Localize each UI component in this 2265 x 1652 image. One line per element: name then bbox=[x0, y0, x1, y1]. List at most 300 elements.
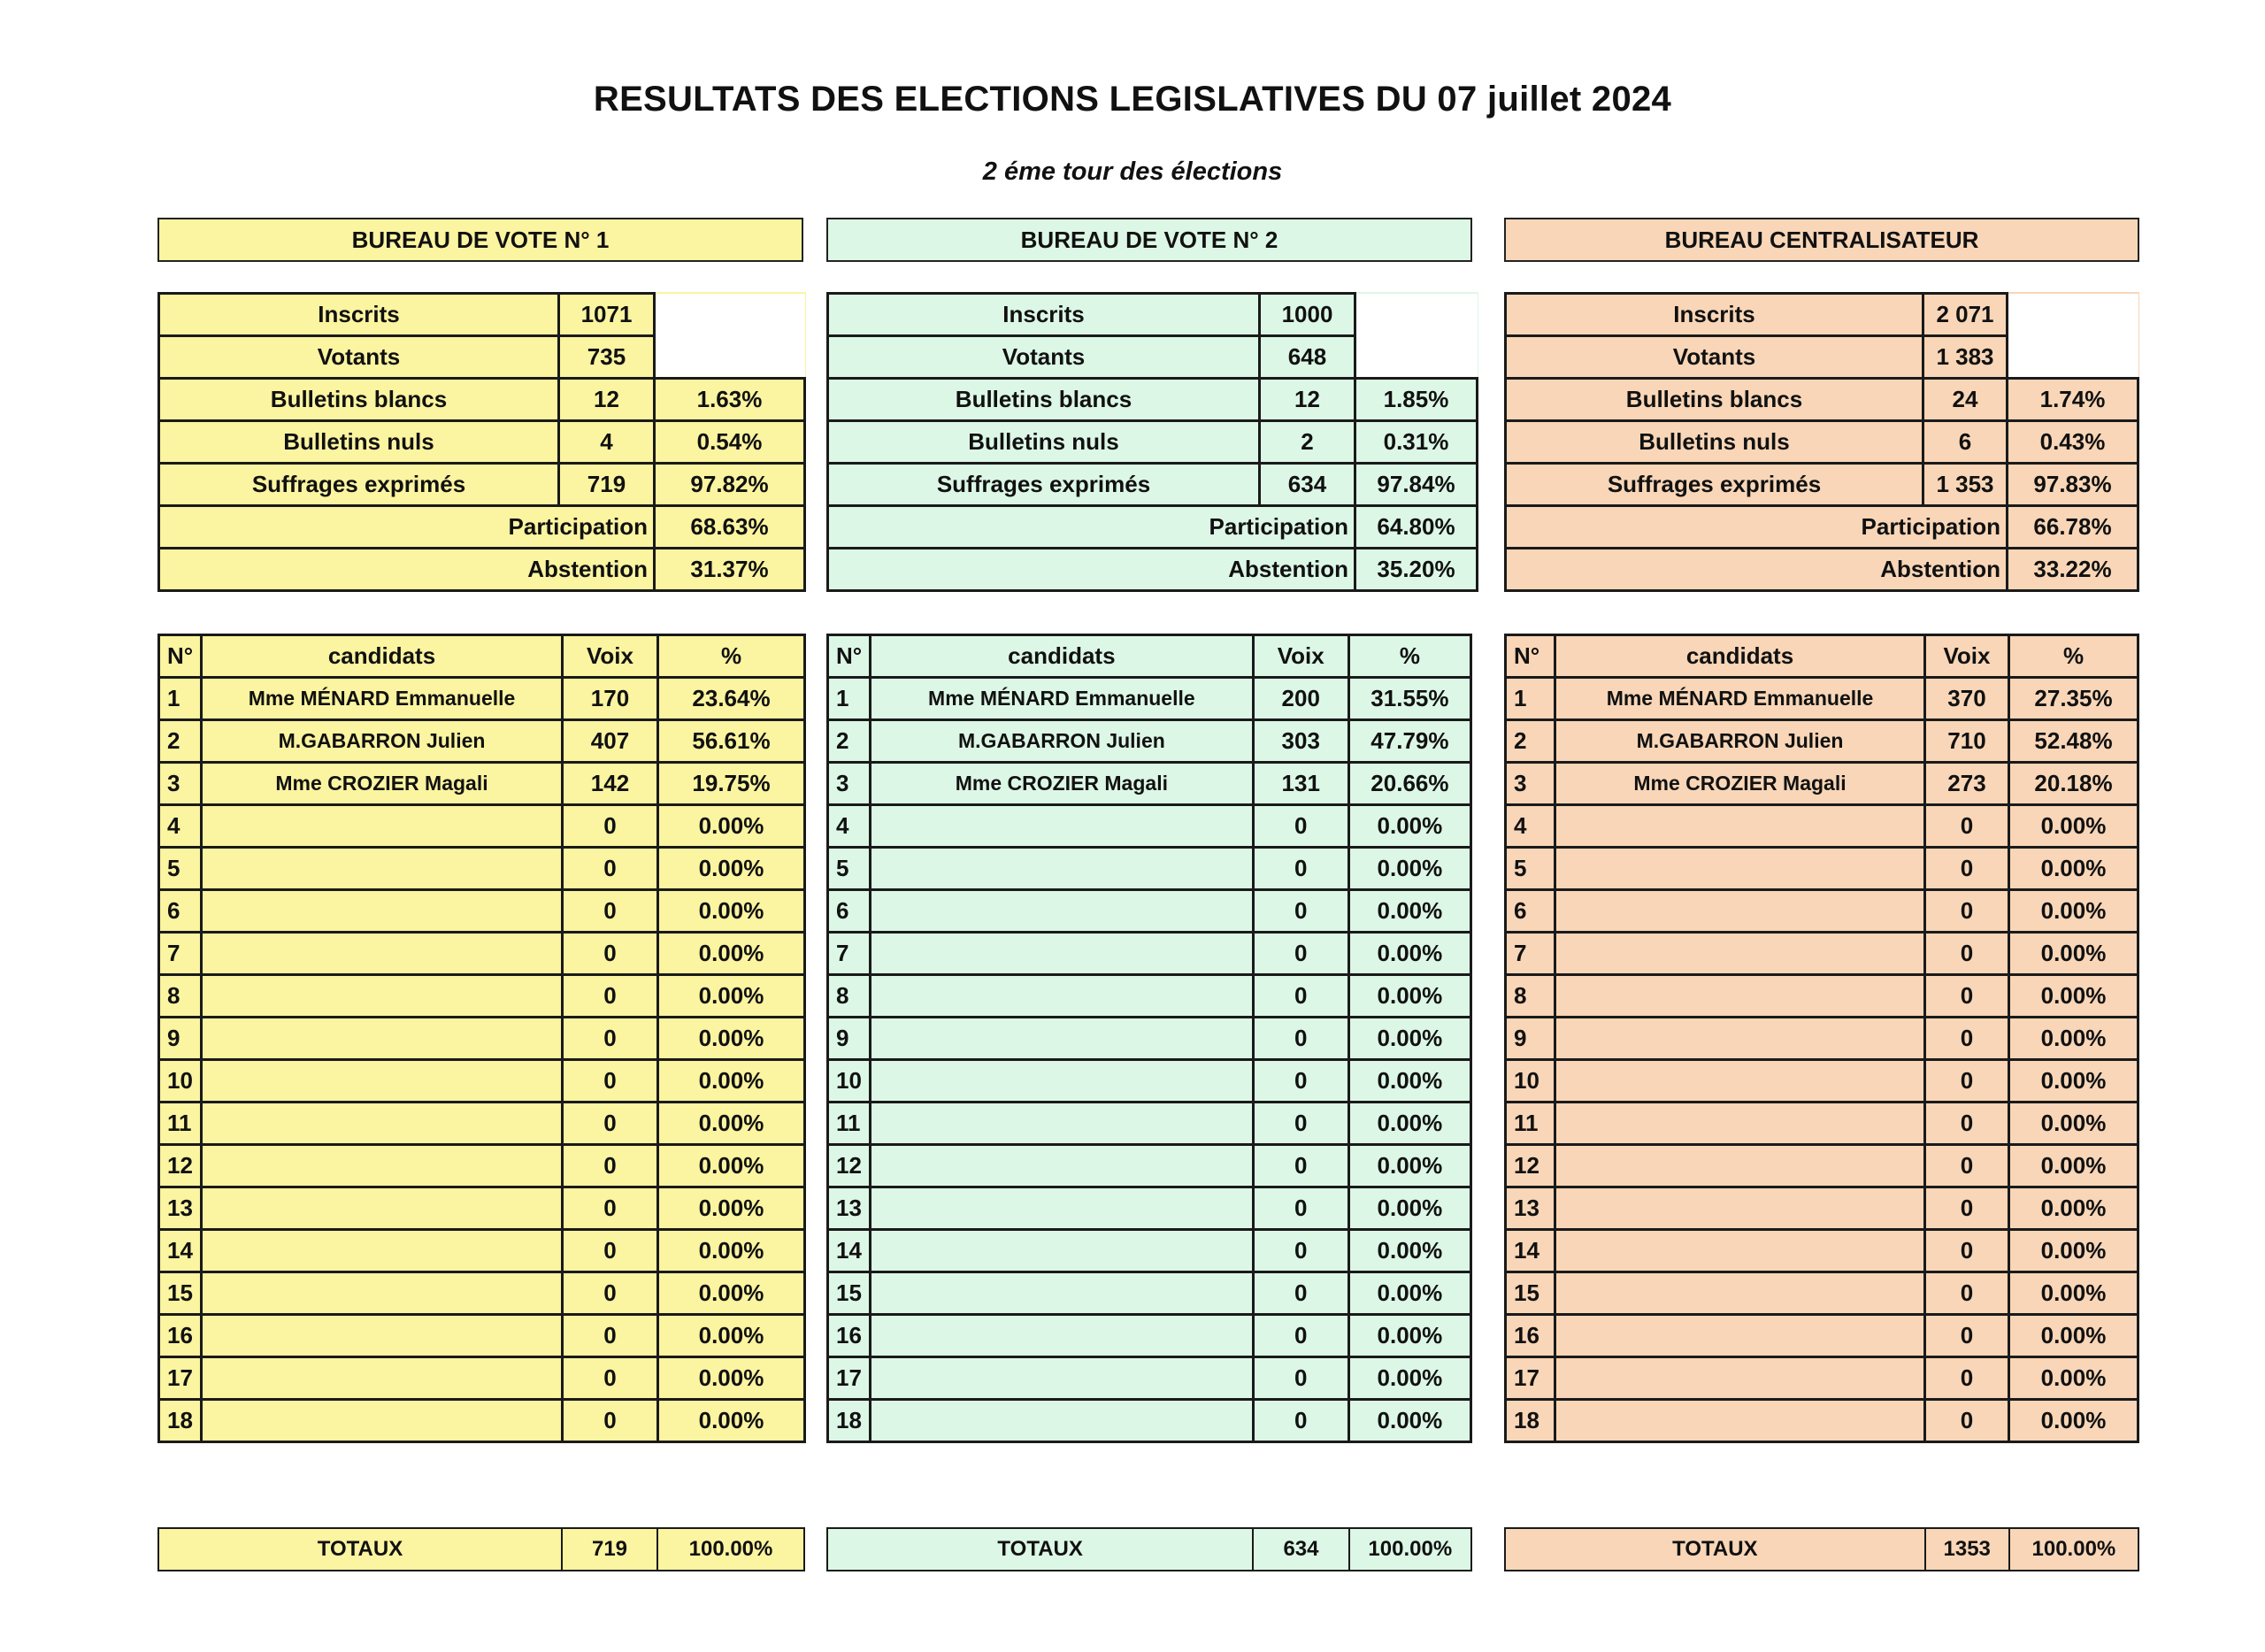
candidate-name bbox=[1555, 1400, 1925, 1442]
candidate-percent: 0.00% bbox=[2009, 890, 2138, 933]
candidate-name: Mme CROZIER Magali bbox=[1555, 763, 1925, 805]
empty-cell bbox=[2008, 294, 2138, 336]
candidate-name: Mme CROZIER Magali bbox=[871, 763, 1254, 805]
abstention-value: 33.22% bbox=[2008, 549, 2138, 591]
row-number: 18 bbox=[159, 1400, 202, 1442]
candidate-percent: 0.00% bbox=[658, 848, 805, 890]
col-header-num: N° bbox=[828, 635, 871, 678]
candidate-name bbox=[202, 933, 563, 975]
candidate-votes: 0 bbox=[563, 1230, 658, 1272]
candidate-percent: 0.00% bbox=[2009, 1272, 2138, 1315]
candidate-votes: 0 bbox=[563, 890, 658, 933]
stat-value: 1071 bbox=[559, 294, 655, 336]
table-row bbox=[1506, 1018, 2138, 1060]
candidate-percent: 47.79% bbox=[1348, 720, 1470, 763]
candidate-percent: 0.00% bbox=[658, 1315, 805, 1357]
table-row bbox=[828, 1315, 1471, 1357]
candidate-percent: 0.00% bbox=[2009, 1230, 2138, 1272]
table-row bbox=[159, 890, 805, 933]
row-number: 12 bbox=[159, 1145, 202, 1187]
candidate-percent: 19.75% bbox=[658, 763, 805, 805]
row-number: 18 bbox=[828, 1400, 871, 1442]
abstention-value: 31.37% bbox=[655, 549, 805, 591]
row-number: 2 bbox=[159, 720, 202, 763]
candidate-percent: 0.00% bbox=[1348, 1018, 1470, 1060]
candidate-votes: 303 bbox=[1253, 720, 1348, 763]
candidate-percent: 0.00% bbox=[1348, 933, 1470, 975]
candidate-votes: 710 bbox=[1925, 720, 2009, 763]
stat-value: 735 bbox=[559, 336, 655, 379]
table-row bbox=[159, 975, 805, 1018]
row-number: 18 bbox=[1506, 1400, 1555, 1442]
candidate-votes: 0 bbox=[1925, 1315, 2009, 1357]
participation-value: 64.80% bbox=[1355, 506, 1478, 549]
stats-table bbox=[1504, 292, 2139, 592]
stat-label: Votants bbox=[828, 336, 1260, 379]
participation-label: Participation bbox=[828, 506, 1355, 549]
table-row bbox=[159, 763, 805, 805]
candidate-percent: 0.00% bbox=[1348, 1357, 1470, 1400]
col-header-voix: Voix bbox=[1925, 635, 2009, 678]
empty-cell bbox=[1355, 294, 1478, 336]
candidate-votes: 0 bbox=[563, 1060, 658, 1103]
table-row bbox=[159, 933, 805, 975]
stats-table bbox=[826, 292, 1478, 592]
row-number: 14 bbox=[1506, 1230, 1555, 1272]
stats-row bbox=[159, 379, 805, 421]
stats-row bbox=[828, 379, 1478, 421]
candidate-votes: 142 bbox=[563, 763, 658, 805]
participation-label: Participation bbox=[1506, 506, 2008, 549]
table-row bbox=[828, 805, 1471, 848]
row-number: 3 bbox=[1506, 763, 1555, 805]
totals-table bbox=[826, 1527, 1472, 1571]
candidate-votes: 0 bbox=[563, 1357, 658, 1400]
candidate-name bbox=[871, 1103, 1254, 1145]
table-row bbox=[159, 1060, 805, 1103]
table-row bbox=[1506, 805, 2138, 848]
stat-value: 2 bbox=[1260, 421, 1355, 464]
candidate-votes: 0 bbox=[563, 1145, 658, 1187]
col-header-candidats: candidats bbox=[202, 635, 563, 678]
candidate-percent: 0.00% bbox=[1348, 1230, 1470, 1272]
empty-cell bbox=[655, 336, 805, 379]
row-number: 8 bbox=[1506, 975, 1555, 1018]
row-number: 3 bbox=[159, 763, 202, 805]
candidate-percent: 0.00% bbox=[1348, 1400, 1470, 1442]
candidate-votes: 0 bbox=[563, 975, 658, 1018]
candidate-name bbox=[202, 1357, 563, 1400]
totals-table bbox=[157, 1527, 805, 1571]
candidate-name: M.GABARRON Julien bbox=[871, 720, 1254, 763]
stats-row bbox=[159, 549, 805, 591]
stat-label: Bulletins blancs bbox=[828, 379, 1260, 421]
candidate-name: Mme MÉNARD Emmanuelle bbox=[202, 678, 563, 720]
table-row bbox=[159, 1187, 805, 1230]
candidate-name bbox=[202, 1272, 563, 1315]
table-header-row bbox=[828, 635, 1471, 678]
row-number: 5 bbox=[828, 848, 871, 890]
stats-row bbox=[1506, 421, 2138, 464]
candidate-percent: 0.00% bbox=[658, 1357, 805, 1400]
candidate-percent: 0.00% bbox=[658, 975, 805, 1018]
candidate-votes: 0 bbox=[563, 1187, 658, 1230]
row-number: 2 bbox=[1506, 720, 1555, 763]
stat-label: Bulletins blancs bbox=[1506, 379, 1923, 421]
totals-row bbox=[158, 1528, 804, 1571]
candidate-percent: 0.00% bbox=[658, 1103, 805, 1145]
table-row bbox=[828, 933, 1471, 975]
col-header-voix: Voix bbox=[563, 635, 658, 678]
row-number: 11 bbox=[828, 1103, 871, 1145]
candidate-name bbox=[871, 805, 1254, 848]
candidate-name bbox=[871, 1400, 1254, 1442]
stat-value: 634 bbox=[1260, 464, 1355, 506]
candidate-votes: 0 bbox=[1253, 1103, 1348, 1145]
stat-value: 12 bbox=[559, 379, 655, 421]
candidate-name: Mme CROZIER Magali bbox=[202, 763, 563, 805]
row-number: 13 bbox=[1506, 1187, 1555, 1230]
table-row bbox=[1506, 678, 2138, 720]
row-number: 6 bbox=[159, 890, 202, 933]
candidate-name bbox=[202, 1018, 563, 1060]
table-row bbox=[159, 1230, 805, 1272]
table-row bbox=[159, 848, 805, 890]
candidate-name bbox=[1555, 975, 1925, 1018]
row-number: 15 bbox=[1506, 1272, 1555, 1315]
table-row bbox=[1506, 1315, 2138, 1357]
candidate-votes: 0 bbox=[1253, 890, 1348, 933]
candidate-percent: 0.00% bbox=[2009, 848, 2138, 890]
row-number: 15 bbox=[159, 1272, 202, 1315]
candidate-percent: 0.00% bbox=[1348, 1060, 1470, 1103]
candidate-votes: 131 bbox=[1253, 763, 1348, 805]
stat-label: Suffrages exprimés bbox=[1506, 464, 1923, 506]
row-number: 16 bbox=[1506, 1315, 1555, 1357]
table-row bbox=[1506, 1060, 2138, 1103]
table-row bbox=[828, 1103, 1471, 1145]
candidate-name bbox=[1555, 1272, 1925, 1315]
panel-1 bbox=[157, 218, 803, 1580]
row-number: 17 bbox=[159, 1357, 202, 1400]
table-row bbox=[1506, 890, 2138, 933]
candidate-votes: 0 bbox=[1925, 1018, 2009, 1060]
candidate-votes: 0 bbox=[1925, 890, 2009, 933]
candidate-name bbox=[202, 1060, 563, 1103]
table-row bbox=[1506, 1230, 2138, 1272]
row-number: 8 bbox=[159, 975, 202, 1018]
candidate-percent: 0.00% bbox=[658, 890, 805, 933]
table-row bbox=[828, 1145, 1471, 1187]
candidate-name: Mme MÉNARD Emmanuelle bbox=[1555, 678, 1925, 720]
totals-row bbox=[827, 1528, 1471, 1571]
candidate-name bbox=[1555, 1230, 1925, 1272]
candidate-votes: 0 bbox=[1253, 1230, 1348, 1272]
candidate-percent: 0.00% bbox=[658, 805, 805, 848]
candidate-votes: 0 bbox=[1253, 933, 1348, 975]
candidate-votes: 0 bbox=[1925, 1357, 2009, 1400]
table-row bbox=[1506, 1272, 2138, 1315]
stat-value: 6 bbox=[1923, 421, 2008, 464]
stats-row bbox=[828, 506, 1478, 549]
stat-label: Bulletins nuls bbox=[828, 421, 1260, 464]
candidate-votes: 0 bbox=[563, 1018, 658, 1060]
candidate-votes: 0 bbox=[563, 1103, 658, 1145]
panel-3 bbox=[1504, 218, 2139, 1580]
row-number: 17 bbox=[1506, 1357, 1555, 1400]
row-number: 1 bbox=[828, 678, 871, 720]
candidate-name bbox=[1555, 1145, 1925, 1187]
candidate-votes: 0 bbox=[1253, 1357, 1348, 1400]
table-row bbox=[828, 1230, 1471, 1272]
stat-label: Suffrages exprimés bbox=[159, 464, 559, 506]
stat-value: 24 bbox=[1923, 379, 2008, 421]
candidate-percent: 0.00% bbox=[658, 1400, 805, 1442]
table-header-row bbox=[1506, 635, 2138, 678]
candidate-name bbox=[1555, 890, 1925, 933]
col-header-num: N° bbox=[1506, 635, 1555, 678]
table-row bbox=[159, 805, 805, 848]
abstention-label: Abstention bbox=[1506, 549, 2008, 591]
candidate-percent: 0.00% bbox=[2009, 975, 2138, 1018]
row-number: 3 bbox=[828, 763, 871, 805]
row-number: 16 bbox=[159, 1315, 202, 1357]
candidate-name bbox=[871, 1357, 1254, 1400]
candidate-name bbox=[871, 1187, 1254, 1230]
table-row bbox=[1506, 1357, 2138, 1400]
row-number: 1 bbox=[159, 678, 202, 720]
candidate-name bbox=[202, 1230, 563, 1272]
stat-percent: 0.31% bbox=[1355, 421, 1478, 464]
totals-label: TOTAUX bbox=[158, 1528, 562, 1571]
table-row bbox=[1506, 933, 2138, 975]
candidate-votes: 0 bbox=[563, 848, 658, 890]
stats-row bbox=[1506, 379, 2138, 421]
stat-percent: 97.83% bbox=[2008, 464, 2138, 506]
row-number: 16 bbox=[828, 1315, 871, 1357]
candidate-percent: 0.00% bbox=[1348, 1187, 1470, 1230]
row-number: 7 bbox=[1506, 933, 1555, 975]
col-header-candidats: candidats bbox=[1555, 635, 1925, 678]
candidate-percent: 0.00% bbox=[2009, 933, 2138, 975]
candidate-votes: 0 bbox=[1925, 1145, 2009, 1187]
candidate-votes: 0 bbox=[563, 933, 658, 975]
candidate-votes: 0 bbox=[1253, 805, 1348, 848]
stats-row bbox=[828, 464, 1478, 506]
stat-percent: 0.54% bbox=[655, 421, 805, 464]
candidate-name bbox=[871, 890, 1254, 933]
table-row bbox=[1506, 720, 2138, 763]
candidate-name bbox=[202, 848, 563, 890]
candidate-percent: 0.00% bbox=[658, 1272, 805, 1315]
candidate-votes: 370 bbox=[1925, 678, 2009, 720]
candidate-votes: 407 bbox=[563, 720, 658, 763]
totals-percent: 100.00% bbox=[2009, 1528, 2138, 1571]
stat-value: 1 383 bbox=[1923, 336, 2008, 379]
candidate-percent: 0.00% bbox=[658, 1018, 805, 1060]
candidate-name bbox=[871, 1315, 1254, 1357]
table-row bbox=[159, 720, 805, 763]
table-row bbox=[159, 678, 805, 720]
stat-percent: 1.74% bbox=[2008, 379, 2138, 421]
table-header-row bbox=[159, 635, 805, 678]
stat-value: 12 bbox=[1260, 379, 1355, 421]
candidate-name bbox=[871, 848, 1254, 890]
panel-header: BUREAU CENTRALISATEUR bbox=[1504, 218, 2139, 262]
candidate-votes: 200 bbox=[1253, 678, 1348, 720]
col-header-pct: % bbox=[1348, 635, 1470, 678]
candidate-percent: 0.00% bbox=[1348, 1103, 1470, 1145]
candidate-name bbox=[202, 1103, 563, 1145]
totals-percent: 100.00% bbox=[1349, 1528, 1471, 1571]
stats-row bbox=[828, 421, 1478, 464]
row-number: 4 bbox=[1506, 805, 1555, 848]
candidate-percent: 20.66% bbox=[1348, 763, 1470, 805]
row-number: 12 bbox=[828, 1145, 871, 1187]
stats-row bbox=[159, 421, 805, 464]
candidates-table bbox=[826, 634, 1472, 1443]
stats-table bbox=[157, 292, 806, 592]
col-header-voix: Voix bbox=[1253, 635, 1348, 678]
table-row bbox=[159, 1315, 805, 1357]
totals-label: TOTAUX bbox=[1505, 1528, 1925, 1571]
candidate-votes: 0 bbox=[1925, 933, 2009, 975]
row-number: 9 bbox=[1506, 1018, 1555, 1060]
table-row bbox=[159, 1357, 805, 1400]
table-row bbox=[828, 1187, 1471, 1230]
candidate-percent: 0.00% bbox=[2009, 805, 2138, 848]
candidate-name bbox=[1555, 1187, 1925, 1230]
participation-value: 68.63% bbox=[655, 506, 805, 549]
candidate-name bbox=[202, 1400, 563, 1442]
row-number: 14 bbox=[828, 1230, 871, 1272]
row-number: 9 bbox=[828, 1018, 871, 1060]
row-number: 12 bbox=[1506, 1145, 1555, 1187]
col-header-pct: % bbox=[658, 635, 805, 678]
row-number: 15 bbox=[828, 1272, 871, 1315]
stat-label: Inscrits bbox=[159, 294, 559, 336]
totals-votes: 634 bbox=[1253, 1528, 1348, 1571]
table-row bbox=[1506, 1400, 2138, 1442]
table-row bbox=[828, 678, 1471, 720]
candidate-name bbox=[871, 1145, 1254, 1187]
stat-label: Inscrits bbox=[1506, 294, 1923, 336]
stats-row bbox=[1506, 336, 2138, 379]
col-header-candidats: candidats bbox=[871, 635, 1254, 678]
row-number: 9 bbox=[159, 1018, 202, 1060]
candidate-name bbox=[1555, 1018, 1925, 1060]
candidate-percent: 0.00% bbox=[658, 1230, 805, 1272]
empty-cell bbox=[655, 294, 805, 336]
candidate-percent: 0.00% bbox=[2009, 1103, 2138, 1145]
row-number: 17 bbox=[828, 1357, 871, 1400]
participation-value: 66.78% bbox=[2008, 506, 2138, 549]
candidate-votes: 0 bbox=[1925, 1103, 2009, 1145]
candidate-percent: 0.00% bbox=[2009, 1400, 2138, 1442]
candidate-name bbox=[202, 975, 563, 1018]
totals-percent: 100.00% bbox=[657, 1528, 804, 1571]
table-row bbox=[159, 1103, 805, 1145]
candidate-name bbox=[1555, 933, 1925, 975]
candidate-name bbox=[202, 1145, 563, 1187]
table-row bbox=[1506, 1103, 2138, 1145]
candidate-votes: 0 bbox=[1925, 848, 2009, 890]
table-row bbox=[1506, 1187, 2138, 1230]
table-row bbox=[159, 1018, 805, 1060]
row-number: 6 bbox=[1506, 890, 1555, 933]
stat-value: 1 353 bbox=[1923, 464, 2008, 506]
candidate-votes: 0 bbox=[1253, 1187, 1348, 1230]
row-number: 2 bbox=[828, 720, 871, 763]
panel-header: BUREAU DE VOTE N° 1 bbox=[157, 218, 803, 262]
candidate-percent: 0.00% bbox=[1348, 1145, 1470, 1187]
stats-row bbox=[1506, 549, 2138, 591]
stats-row bbox=[1506, 294, 2138, 336]
row-number: 10 bbox=[159, 1060, 202, 1103]
totals-label: TOTAUX bbox=[827, 1528, 1253, 1571]
candidate-votes: 0 bbox=[1253, 1400, 1348, 1442]
candidate-name bbox=[202, 1187, 563, 1230]
candidate-percent: 56.61% bbox=[658, 720, 805, 763]
abstention-label: Abstention bbox=[828, 549, 1355, 591]
candidate-name bbox=[871, 1018, 1254, 1060]
panel-header: BUREAU DE VOTE N° 2 bbox=[826, 218, 1472, 262]
stat-percent: 97.82% bbox=[655, 464, 805, 506]
stat-label: Bulletins nuls bbox=[159, 421, 559, 464]
candidate-name bbox=[871, 933, 1254, 975]
participation-label: Participation bbox=[159, 506, 655, 549]
candidate-name bbox=[202, 1315, 563, 1357]
candidate-votes: 273 bbox=[1925, 763, 2009, 805]
candidate-votes: 0 bbox=[563, 1272, 658, 1315]
stats-row bbox=[1506, 506, 2138, 549]
table-row bbox=[1506, 975, 2138, 1018]
candidate-percent: 0.00% bbox=[1348, 975, 1470, 1018]
candidate-percent: 0.00% bbox=[2009, 1060, 2138, 1103]
candidate-name: M.GABARRON Julien bbox=[1555, 720, 1925, 763]
col-header-pct: % bbox=[2009, 635, 2138, 678]
stats-row bbox=[159, 294, 805, 336]
row-number: 13 bbox=[159, 1187, 202, 1230]
row-number: 7 bbox=[159, 933, 202, 975]
candidate-votes: 0 bbox=[1253, 848, 1348, 890]
candidate-name bbox=[871, 1272, 1254, 1315]
candidate-percent: 0.00% bbox=[2009, 1357, 2138, 1400]
row-number: 14 bbox=[159, 1230, 202, 1272]
candidate-votes: 0 bbox=[1253, 1018, 1348, 1060]
stat-label: Bulletins blancs bbox=[159, 379, 559, 421]
row-number: 8 bbox=[828, 975, 871, 1018]
row-number: 1 bbox=[1506, 678, 1555, 720]
stat-label: Votants bbox=[159, 336, 559, 379]
candidate-percent: 0.00% bbox=[2009, 1018, 2138, 1060]
totals-table bbox=[1504, 1527, 2139, 1571]
candidate-percent: 0.00% bbox=[658, 1187, 805, 1230]
candidate-percent: 20.18% bbox=[2009, 763, 2138, 805]
candidate-name: Mme MÉNARD Emmanuelle bbox=[871, 678, 1254, 720]
candidate-name bbox=[202, 805, 563, 848]
totals-row bbox=[1505, 1528, 2138, 1571]
candidate-votes: 0 bbox=[1925, 1272, 2009, 1315]
candidate-votes: 0 bbox=[1253, 1315, 1348, 1357]
candidates-table bbox=[157, 634, 806, 1443]
table-row bbox=[159, 1145, 805, 1187]
stats-row bbox=[159, 506, 805, 549]
candidate-percent: 31.55% bbox=[1348, 678, 1470, 720]
stat-percent: 1.63% bbox=[655, 379, 805, 421]
candidate-votes: 0 bbox=[563, 1400, 658, 1442]
candidate-percent: 0.00% bbox=[658, 1060, 805, 1103]
